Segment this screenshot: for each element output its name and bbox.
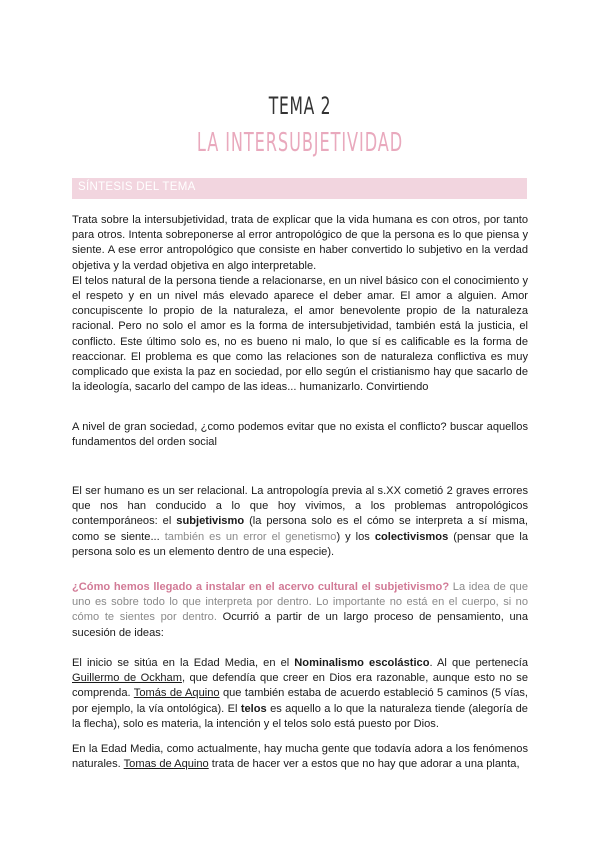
text-run: (la persona solo es el cómo se interpreta a sí misma, como se siente... [72,515,528,543]
term-nominalismo: Nominalismo escolástico [294,657,430,669]
name-aquino-2: Tomas de Aquino [123,758,209,771]
topic-title: LA INTERSUBJETIVIDAD [196,128,404,158]
topic-number: TEMA 2 [268,92,332,120]
paragraph-intro-line1: Trata sobre la intersubjetividad, trata de explicar que la vida humana es con otros, por tanto para otros. Intenta sobreponerse al error antropológico de que la persona es lo que piensa y siente. A ese error antropológico que consiste en haber convertido lo subjetivo en la verdad objetiva y la verdad objetiva en algo interpretable. [72,214,528,272]
text-run: ) y los [336,530,375,543]
paragraph-question-society [72,420,528,450]
section-banner [72,178,527,199]
text-run: El ser humano es un ser relacional. La antropología previa al s.XX cometió 2 graves errores que nos han conducido a lo que hoy vivimos, a los problemas antropológicos contemporáneos: el [72,485,528,528]
term-colectivismos: colectivismos [374,530,449,543]
text-run: , que defendía que creer en Dios era razonable, aunque esto no se comprenda. [72,672,529,700]
paragraph-intro [72,213,528,395]
text-run: El inicio se sitúa en la Edad Media, en el [72,657,295,669]
text-run: que también estaba de acuerdo estableció 5 caminos (5 vías, por ejemplo, la vía ontológica). El [72,687,529,715]
paragraph-nominalism [72,656,528,732]
term-subjetivismo: subjetivismo [176,515,245,528]
paragraph-nominalism-text [72,656,528,732]
name-aquino: Tomás de Aquino [133,687,220,700]
paragraph-question-society-text: A nivel de gran sociedad, ¿como podemos evitar que no exista el conflicto? buscar aquellos fundamentos del orden social [72,421,528,449]
question-heading: ¿Cómo hemos llegado a instalar en el acervo cultural el subjetivismo? [72,581,450,593]
text-run: es aquello a lo que la naturaleza tiende (alegoría de la flecha), solo es materia, la intención y el telos solo está puesto por Dios. [72,702,528,730]
name-ockham: Guillermo de Ockham [72,672,182,685]
paragraph-errors-text [72,484,528,560]
text-run: Ocurrió a partir de un largo proceso de pensamiento, una sucesión de ideas: [72,611,528,639]
note-genetismo: también es un error el genetismo [164,530,337,543]
term-telos: telos [240,702,267,715]
text-run: trata de hacer ver a estos que no hay que adorar a una planta, [208,758,520,771]
paragraph-middle-ages-text [72,742,528,772]
text-run: En la Edad Media, como actualmente, hay mucha gente que todavía adora a los fenómenos naturales. [72,743,528,771]
text-run: (pensar que la persona solo es un elemento dentro de una especie). [72,530,528,558]
paragraph-intro-line2: El telos natural de la persona tiende a relacionarse, en un nivel básico con el conocimiento y el respeto y en un nivel más elevado aparece el deber amar. El amor a alguien. Amor concupiscente lo propio de la naturaleza, el amor benevolente propio de la naturaleza racional. Pero no solo el amor es la forma de intersubjetividad, también está la justicia, el conflicto. Este último solo es, no es bueno ni malo, lo que sí es calificable es la forma de reaccionar. El problema es que como las relaciones son de naturaleza conflictiva es muy complicado que exista la paz en sociedad, por ello según el cristianismo hay que sacarlo de la ideología, sacarlo del campo de las ideas... humanizarlo. Convirtiendo [72,274,528,394]
text-run: . Al que pertenecía [429,657,528,669]
gray-note: La idea de que uno es sobre todo lo que interpreta por dentro. Lo importante no está en el cuerpo, si no cómo te sientes por dentro. [72,581,528,624]
paragraph-subjectivism-text [72,580,528,641]
paragraph-subjectivism-origin [72,580,528,641]
paragraph-errors [72,484,528,560]
section-banner-label: SÍNTESIS DEL TEMA [78,181,196,193]
paragraph-middle-ages [72,742,528,772]
